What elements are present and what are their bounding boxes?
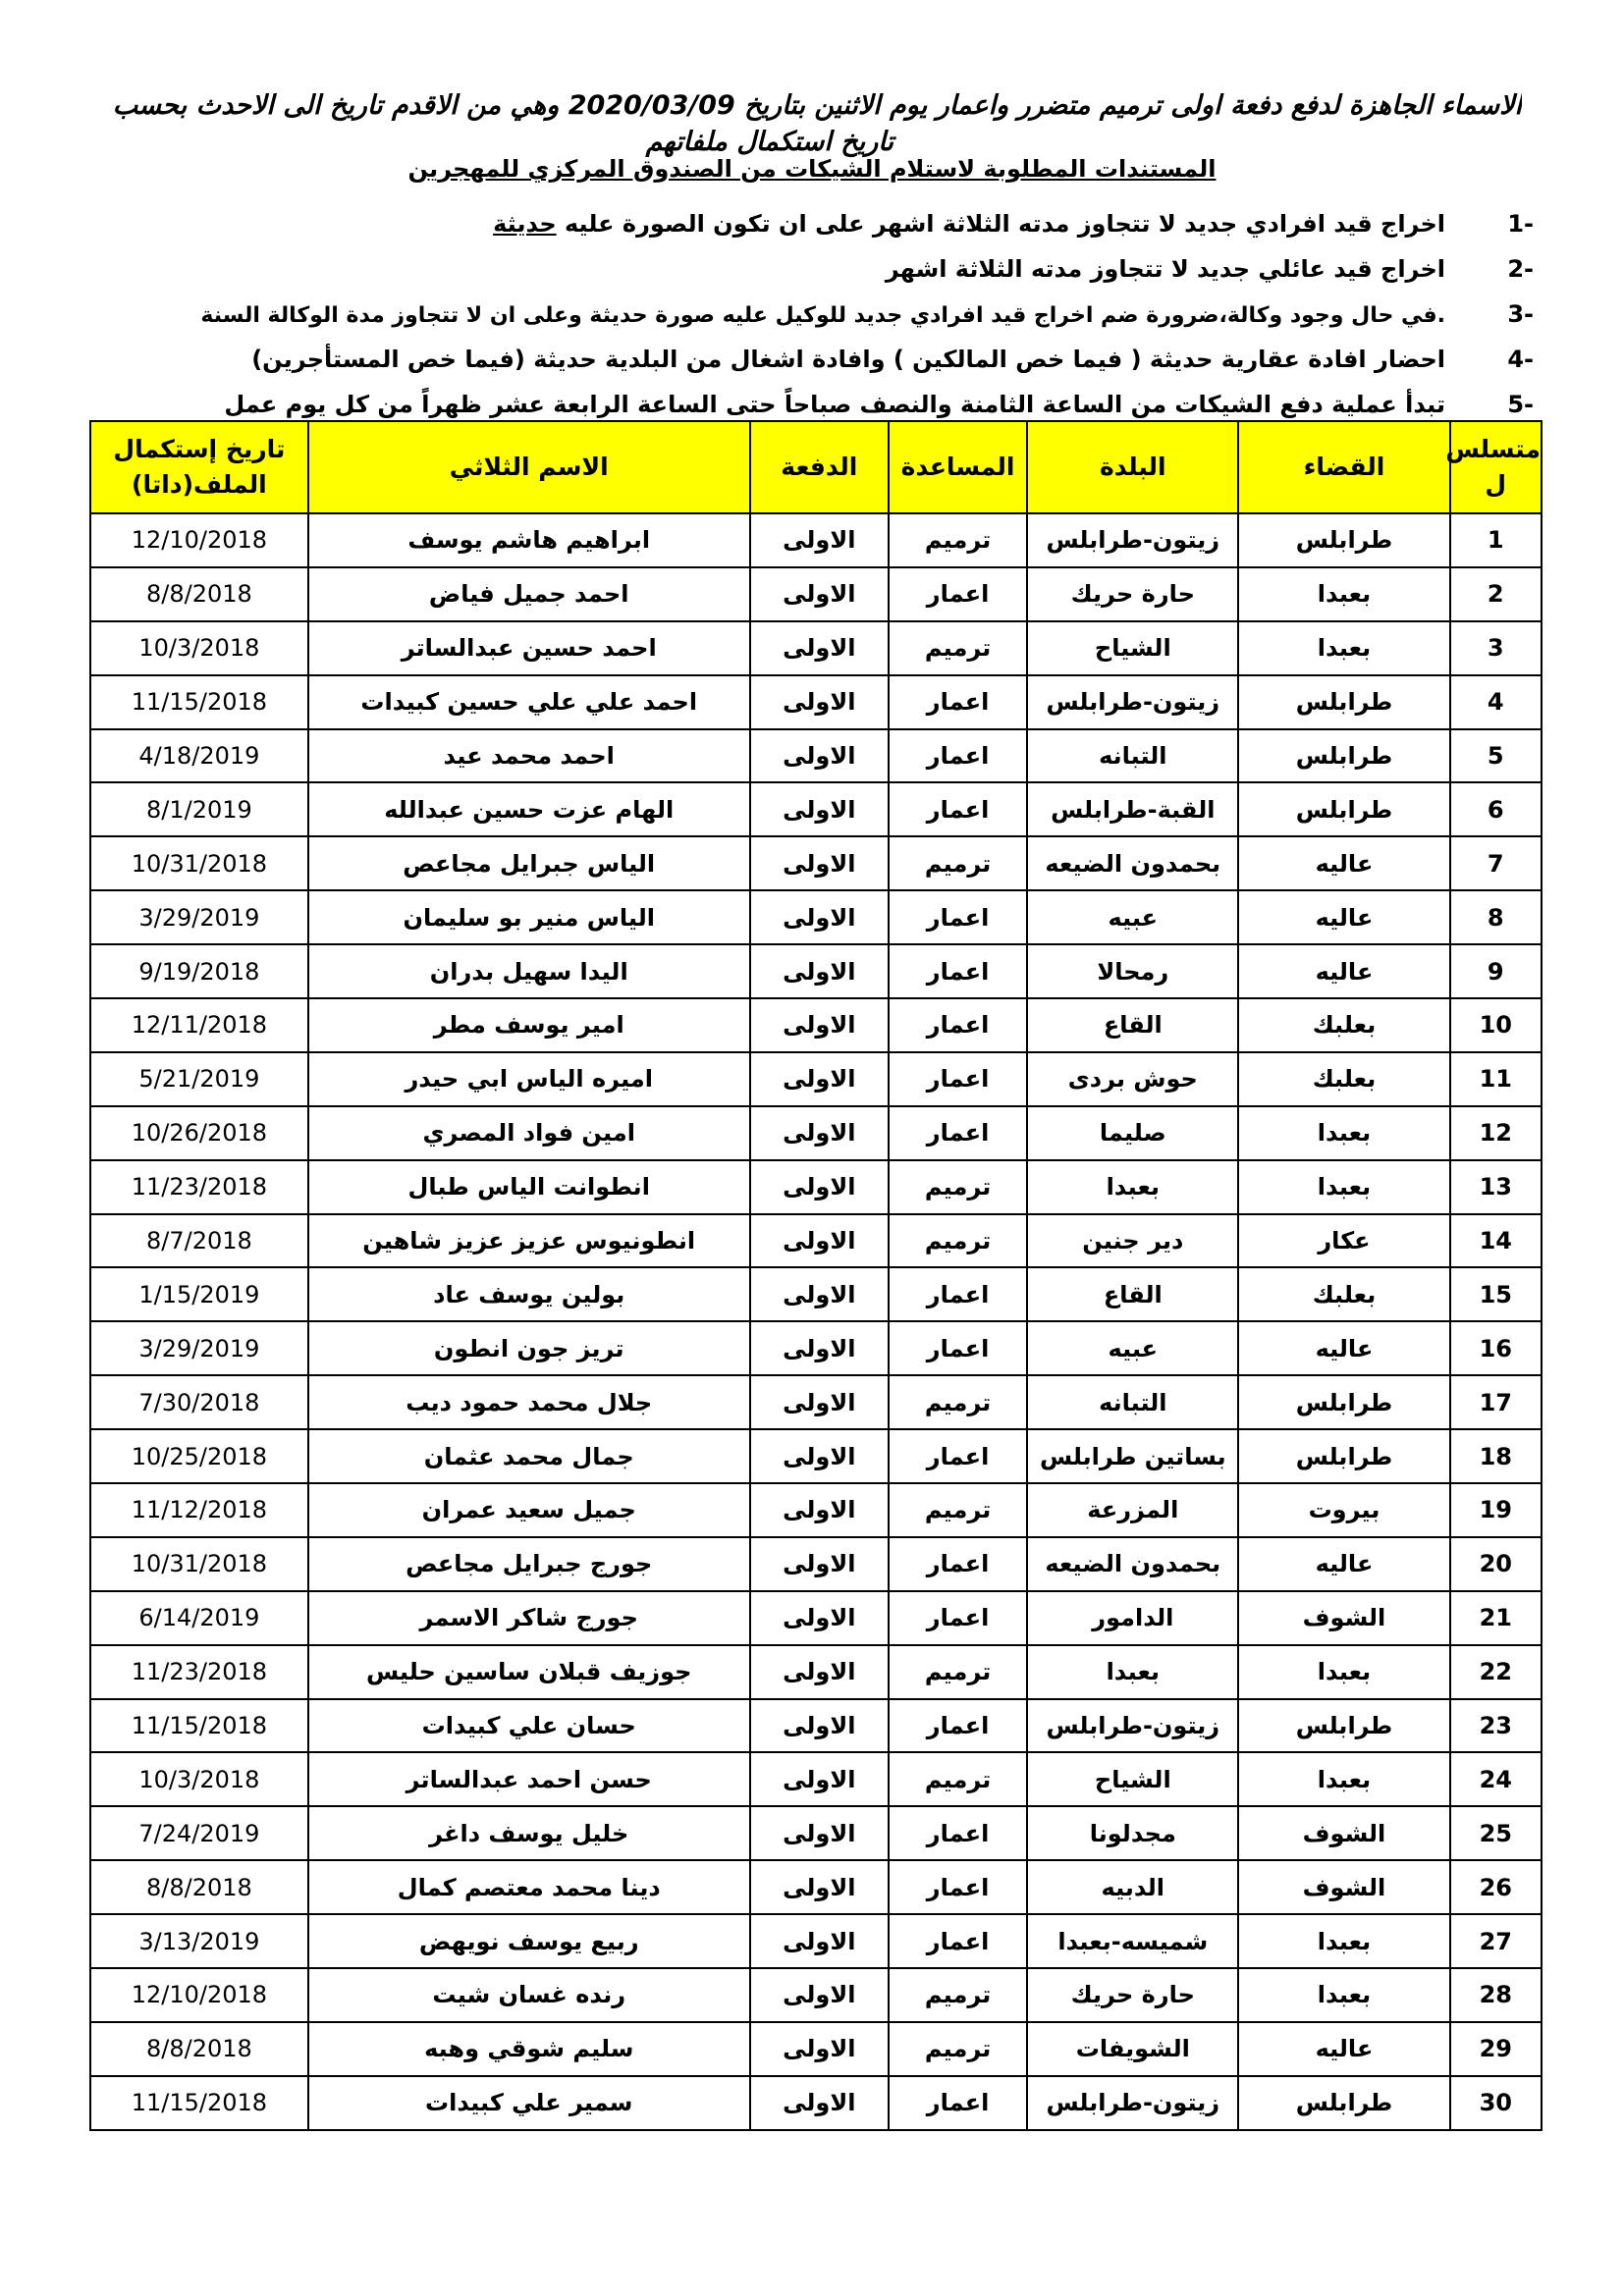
date-cell: 10/3/2018	[90, 1752, 308, 1806]
table-row	[90, 1375, 1542, 1429]
table-row	[90, 1160, 1542, 1214]
aid-cell: ترميم	[889, 1752, 1027, 1806]
town-cell: حوش بردى	[1027, 1052, 1238, 1106]
qada-cell: عاليه	[1238, 836, 1449, 890]
serial-cell: 27	[1450, 1914, 1542, 1968]
qada-cell: عكار	[1238, 1214, 1449, 1268]
town-cell: المزرعة	[1027, 1483, 1238, 1537]
header-line-1: الاسماء الجاهزة لدفع دفعة اولى ترميم متضرر واعمار يوم الاثنين بتاريخ 2020/03/09 وهي من الاقدم تاريخ الى الاحدث بحسب	[112, 90, 1522, 121]
serial-cell: 22	[1450, 1645, 1542, 1699]
qada-cell: بعبدا	[1238, 567, 1449, 621]
qada-cell: عاليه	[1238, 2022, 1449, 2076]
requirement-item	[159, 337, 1534, 382]
payment-cell: الاولى	[750, 1645, 889, 1699]
name-cell: جلال محمد حمود ديب	[308, 1375, 750, 1429]
date-cell: 12/10/2018	[90, 1968, 308, 2022]
aid-cell: ترميم	[889, 1375, 1027, 1429]
qada-cell: بعبدا	[1238, 1106, 1449, 1160]
name-cell: تريز جون انطون	[308, 1321, 750, 1375]
payment-cell: الاولى	[750, 1591, 889, 1645]
date-cell: 8/8/2018	[90, 1860, 308, 1914]
aid-cell: اعمار	[889, 675, 1027, 729]
town-cell: الدامور	[1027, 1591, 1238, 1645]
payment-cell: الاولى	[750, 890, 889, 944]
header-town: البلدة	[1027, 421, 1238, 513]
date-cell: 10/26/2018	[90, 1106, 308, 1160]
payment-cell: الاولى	[750, 675, 889, 729]
serial-cell: 8	[1450, 890, 1542, 944]
town-cell: زيتون-طرابلس	[1027, 1699, 1238, 1753]
table-row	[90, 1052, 1542, 1106]
records-table	[89, 420, 1543, 2131]
name-cell: اميره الياس ابي حيدر	[308, 1052, 750, 1106]
town-cell: مجدلونا	[1027, 1806, 1238, 1860]
serial-cell: 3	[1450, 621, 1542, 675]
serial-cell: 18	[1450, 1429, 1542, 1483]
serial-cell: 29	[1450, 2022, 1542, 2076]
town-cell: الشياح	[1027, 621, 1238, 675]
name-cell: حسان علي كبيدات	[308, 1699, 750, 1753]
table-row	[90, 513, 1542, 567]
town-cell: زيتون-طرابلس	[1027, 675, 1238, 729]
name-cell: سمير علي كبيدات	[308, 2076, 750, 2130]
table-row	[90, 944, 1542, 998]
name-cell: ابراهيم هاشم يوسف	[308, 513, 750, 567]
qada-cell: عاليه	[1238, 944, 1449, 998]
payment-cell: الاولى	[750, 1160, 889, 1214]
date-cell: 1/15/2019	[90, 1267, 308, 1321]
table-row	[90, 675, 1542, 729]
aid-cell: اعمار	[889, 1267, 1027, 1321]
payment-cell: الاولى	[750, 836, 889, 890]
table-header-row	[90, 421, 1542, 513]
qada-cell: طرابلس	[1238, 1699, 1449, 1753]
payment-cell: الاولى	[750, 782, 889, 836]
header-payment: الدفعة	[750, 421, 889, 513]
date-cell: 11/23/2018	[90, 1645, 308, 1699]
requirement-number: 5-	[1507, 391, 1534, 418]
date-cell: 11/15/2018	[90, 675, 308, 729]
requirement-text: تبدأ عملية دفع الشيكات من الساعة الثامنة والنصف صباحاً حتى الساعة الرابعة عشر ظهراً من كل يوم عمل	[224, 391, 1445, 418]
requirement-item	[159, 292, 1534, 337]
payment-cell: الاولى	[750, 1860, 889, 1914]
aid-cell: اعمار	[889, 2076, 1027, 2130]
serial-cell: 12	[1450, 1106, 1542, 1160]
aid-cell: اعمار	[889, 729, 1027, 783]
name-cell: جوزيف قبلان ساسين حليس	[308, 1645, 750, 1699]
requirement-item	[159, 246, 1534, 292]
serial-cell: 6	[1450, 782, 1542, 836]
header-aid: المساعدة	[889, 421, 1027, 513]
aid-cell: اعمار	[889, 998, 1027, 1052]
qada-cell: بعبدا	[1238, 1645, 1449, 1699]
aid-cell: اعمار	[889, 567, 1027, 621]
town-cell: التبانه	[1027, 1375, 1238, 1429]
serial-cell: 30	[1450, 2076, 1542, 2130]
date-cell: 11/15/2018	[90, 1699, 308, 1753]
payment-cell: الاولى	[750, 1214, 889, 1268]
date-cell: 9/19/2018	[90, 944, 308, 998]
requirement-number: 2-	[1507, 255, 1534, 283]
name-cell: جورج شاكر الاسمر	[308, 1591, 750, 1645]
header-qada: القضاء	[1238, 421, 1449, 513]
name-cell: احمد محمد عيد	[308, 729, 750, 783]
town-cell: عبيه	[1027, 890, 1238, 944]
table-row	[90, 1645, 1542, 1699]
requirement-text: اخراج قيد افرادي جديد لا تتجاوز مدته الثلاثة اشهر على ان تكون الصورة عليه حديثة	[493, 210, 1445, 238]
date-cell: 8/1/2019	[90, 782, 308, 836]
header-fragment	[98, 90, 1522, 159]
town-cell: زيتون-طرابلس	[1027, 513, 1238, 567]
name-cell: اليدا سهيل بدران	[308, 944, 750, 998]
table-row	[90, 1591, 1542, 1645]
date-cell: 7/24/2019	[90, 1806, 308, 1860]
qada-cell: بعلبك	[1238, 1052, 1449, 1106]
name-cell: الياس جبرايل مجاعص	[308, 836, 750, 890]
qada-cell: بعلبك	[1238, 1267, 1449, 1321]
serial-cell: 10	[1450, 998, 1542, 1052]
serial-cell: 7	[1450, 836, 1542, 890]
aid-cell: ترميم	[889, 1645, 1027, 1699]
aid-cell: اعمار	[889, 1321, 1027, 1375]
table-row	[90, 2076, 1542, 2130]
table-row	[90, 836, 1542, 890]
header-serial: متسلس ل	[1450, 421, 1542, 513]
table-row	[90, 1214, 1542, 1268]
name-cell: احمد حسين عبدالساتر	[308, 621, 750, 675]
qada-cell: طرابلس	[1238, 782, 1449, 836]
header-date: تاريخ إستكمال الملف(داتا)	[90, 421, 308, 513]
serial-cell: 26	[1450, 1860, 1542, 1914]
aid-cell: اعمار	[889, 1591, 1027, 1645]
date-cell: 4/18/2019	[90, 729, 308, 783]
serial-cell: 14	[1450, 1214, 1542, 1268]
serial-cell: 5	[1450, 729, 1542, 783]
qada-cell: الشوف	[1238, 1860, 1449, 1914]
town-cell: صليما	[1027, 1106, 1238, 1160]
town-cell: بعبدا	[1027, 1160, 1238, 1214]
table-row	[90, 782, 1542, 836]
name-cell: امين فواد المصري	[308, 1106, 750, 1160]
aid-cell: اعمار	[889, 1106, 1027, 1160]
serial-cell: 9	[1450, 944, 1542, 998]
name-cell: سليم شوقي وهبه	[308, 2022, 750, 2076]
name-cell: امير يوسف مطر	[308, 998, 750, 1052]
date-cell: 3/13/2019	[90, 1914, 308, 1968]
aid-cell: ترميم	[889, 1968, 1027, 2022]
date-cell: 6/14/2019	[90, 1591, 308, 1645]
town-cell: القاع	[1027, 998, 1238, 1052]
name-cell: انطونيوس عزيز عزيز شاهين	[308, 1214, 750, 1268]
name-cell: ربيع يوسف نويهض	[308, 1914, 750, 1968]
date-cell: 10/3/2018	[90, 621, 308, 675]
name-cell: انطوانت الياس طبال	[308, 1160, 750, 1214]
date-cell: 10/31/2018	[90, 836, 308, 890]
town-cell: الشويفات	[1027, 2022, 1238, 2076]
serial-cell: 25	[1450, 1806, 1542, 1860]
aid-cell: اعمار	[889, 1052, 1027, 1106]
date-cell: 3/29/2019	[90, 1321, 308, 1375]
date-cell: 12/10/2018	[90, 513, 308, 567]
qada-cell: بعبدا	[1238, 1914, 1449, 1968]
serial-cell: 19	[1450, 1483, 1542, 1537]
table-row	[90, 567, 1542, 621]
aid-cell: اعمار	[889, 890, 1027, 944]
serial-cell: 24	[1450, 1752, 1542, 1806]
name-cell: جمال محمد عثمان	[308, 1429, 750, 1483]
name-cell: جورج جبرايل مجاعص	[308, 1537, 750, 1591]
town-cell: الشياح	[1027, 1752, 1238, 1806]
aid-cell: ترميم	[889, 1483, 1027, 1537]
qada-cell: عاليه	[1238, 1321, 1449, 1375]
qada-cell: بعبدا	[1238, 1160, 1449, 1214]
aid-cell: اعمار	[889, 1429, 1027, 1483]
name-cell: بولين يوسف عاد	[308, 1267, 750, 1321]
town-cell: بحمدون الضيعه	[1027, 1537, 1238, 1591]
qada-cell: طرابلس	[1238, 675, 1449, 729]
aid-cell: اعمار	[889, 1860, 1027, 1914]
header-line-2: تاريخ استكمال ملفاتهم	[645, 127, 893, 157]
qada-cell: طرابلس	[1238, 2076, 1449, 2130]
town-cell: حارة حريك	[1027, 567, 1238, 621]
requirement-item	[159, 201, 1534, 246]
payment-cell: الاولى	[750, 2022, 889, 2076]
table-row	[90, 1429, 1542, 1483]
payment-cell: الاولى	[750, 729, 889, 783]
requirement-text: احضار افادة عقارية حديثة ( فيما خص المالكين ) وافادة اشغال من البلدية حديثة (فيما خص المستأجرين)	[251, 346, 1445, 373]
payment-cell: الاولى	[750, 998, 889, 1052]
table-row	[90, 890, 1542, 944]
qada-cell: الشوف	[1238, 1806, 1449, 1860]
name-cell: رنده غسان شيت	[308, 1968, 750, 2022]
payment-cell: الاولى	[750, 1429, 889, 1483]
serial-cell: 13	[1450, 1160, 1542, 1214]
aid-cell: ترميم	[889, 2022, 1027, 2076]
date-cell: 11/15/2018	[90, 2076, 308, 2130]
name-cell: الهام عزت حسين عبدالله	[308, 782, 750, 836]
town-cell: الدبيه	[1027, 1860, 1238, 1914]
payment-cell: الاولى	[750, 1806, 889, 1860]
serial-cell: 20	[1450, 1537, 1542, 1591]
payment-cell: الاولى	[750, 1106, 889, 1160]
date-cell: 8/7/2018	[90, 1214, 308, 1268]
date-cell: 8/8/2018	[90, 2022, 308, 2076]
qada-cell: طرابلس	[1238, 1429, 1449, 1483]
serial-cell: 15	[1450, 1267, 1542, 1321]
table-row	[90, 998, 1542, 1052]
table-row	[90, 1860, 1542, 1914]
payment-cell: الاولى	[750, 1752, 889, 1806]
payment-cell: الاولى	[750, 944, 889, 998]
qada-cell: بعبدا	[1238, 1968, 1449, 2022]
table-row	[90, 1699, 1542, 1753]
town-cell: حارة حريك	[1027, 1968, 1238, 2022]
date-cell: 12/11/2018	[90, 998, 308, 1052]
qada-cell: بيروت	[1238, 1483, 1449, 1537]
payment-cell: الاولى	[750, 567, 889, 621]
date-cell: 8/8/2018	[90, 567, 308, 621]
payment-cell: الاولى	[750, 1968, 889, 2022]
table-row	[90, 621, 1542, 675]
town-cell: زيتون-طرابلس	[1027, 2076, 1238, 2130]
name-cell: الياس منير بو سليمان	[308, 890, 750, 944]
town-cell: عبيه	[1027, 1321, 1238, 1375]
table-row	[90, 1483, 1542, 1537]
town-cell: رمحالا	[1027, 944, 1238, 998]
table-row	[90, 1321, 1542, 1375]
requirements-title: المستندات المطلوبة لاستلام الشيكات من الصندوق المركزي للمهجرين	[407, 155, 1217, 183]
qada-cell: بعلبك	[1238, 998, 1449, 1052]
town-cell: بعبدا	[1027, 1645, 1238, 1699]
aid-cell: ترميم	[889, 1214, 1027, 1268]
name-cell: حسن احمد عبدالساتر	[308, 1752, 750, 1806]
aid-cell: اعمار	[889, 1914, 1027, 1968]
serial-cell: 21	[1450, 1591, 1542, 1645]
name-cell: جميل سعيد عمران	[308, 1483, 750, 1537]
date-cell: 10/25/2018	[90, 1429, 308, 1483]
payment-cell: الاولى	[750, 1699, 889, 1753]
requirement-text: .في حال وجود وكالة،ضرورة ضم اخراج قيد افرادي جديد للوكيل عليه صورة حديثة وعلى ان لا تتجاوز مدة الوكالة السنة	[200, 303, 1445, 328]
date-cell: 7/30/2018	[90, 1375, 308, 1429]
town-cell: بساتين طرابلس	[1027, 1429, 1238, 1483]
town-cell: القاع	[1027, 1267, 1238, 1321]
serial-cell: 28	[1450, 1968, 1542, 2022]
date-cell: 11/23/2018	[90, 1160, 308, 1214]
aid-cell: ترميم	[889, 513, 1027, 567]
serial-cell: 4	[1450, 675, 1542, 729]
qada-cell: طرابلس	[1238, 513, 1449, 567]
table-row	[90, 729, 1542, 783]
aid-cell: اعمار	[889, 944, 1027, 998]
requirement-number: 1-	[1507, 210, 1534, 238]
qada-cell: عاليه	[1238, 1537, 1449, 1591]
town-cell: القبة-طرابلس	[1027, 782, 1238, 836]
aid-cell: ترميم	[889, 621, 1027, 675]
serial-cell: 11	[1450, 1052, 1542, 1106]
aid-cell: اعمار	[889, 1699, 1027, 1753]
date-cell: 11/12/2018	[90, 1483, 308, 1537]
qada-cell: طرابلس	[1238, 729, 1449, 783]
town-cell: دير جنين	[1027, 1214, 1238, 1268]
table-row	[90, 1106, 1542, 1160]
aid-cell: ترميم	[889, 836, 1027, 890]
table-row	[90, 1914, 1542, 1968]
town-cell: بحمدون الضيعه	[1027, 836, 1238, 890]
header-name: الاسم الثلاثي	[308, 421, 750, 513]
payment-cell: الاولى	[750, 1537, 889, 1591]
qada-cell: طرابلس	[1238, 1375, 1449, 1429]
date-cell: 10/31/2018	[90, 1537, 308, 1591]
serial-cell: 16	[1450, 1321, 1542, 1375]
table-row	[90, 1752, 1542, 1806]
date-cell: 5/21/2019	[90, 1052, 308, 1106]
payment-cell: الاولى	[750, 1914, 889, 1968]
table-body	[90, 513, 1542, 2130]
payment-cell: الاولى	[750, 513, 889, 567]
serial-cell: 2	[1450, 567, 1542, 621]
aid-cell: ترميم	[889, 1160, 1027, 1214]
requirements-list	[159, 201, 1534, 427]
serial-cell: 23	[1450, 1699, 1542, 1753]
qada-cell: الشوف	[1238, 1591, 1449, 1645]
aid-cell: اعمار	[889, 1537, 1027, 1591]
name-cell: خليل يوسف داغر	[308, 1806, 750, 1860]
town-cell: التبانه	[1027, 729, 1238, 783]
payment-cell: الاولى	[750, 1375, 889, 1429]
payment-cell: الاولى	[750, 1267, 889, 1321]
aid-cell: اعمار	[889, 782, 1027, 836]
name-cell: احمد جميل فياض	[308, 567, 750, 621]
serial-cell: 1	[1450, 513, 1542, 567]
table-row	[90, 1267, 1542, 1321]
date-cell: 3/29/2019	[90, 890, 308, 944]
requirement-emphasis: حديثة	[493, 210, 557, 238]
name-cell: احمد علي علي حسين كبيدات	[308, 675, 750, 729]
table-row	[90, 2022, 1542, 2076]
requirement-number: 4-	[1507, 346, 1534, 373]
payment-cell: الاولى	[750, 621, 889, 675]
table-row	[90, 1968, 1542, 2022]
requirement-number: 3-	[1507, 300, 1534, 328]
table-row	[90, 1537, 1542, 1591]
payment-cell: الاولى	[750, 2076, 889, 2130]
payment-cell: الاولى	[750, 1321, 889, 1375]
table-row	[90, 1806, 1542, 1860]
payment-cell: الاولى	[750, 1483, 889, 1537]
town-cell: شميسه-بعبدا	[1027, 1914, 1238, 1968]
name-cell: دينا محمد معتصم كمال	[308, 1860, 750, 1914]
payment-cell: الاولى	[750, 1052, 889, 1106]
qada-cell: بعبدا	[1238, 1752, 1449, 1806]
qada-cell: عاليه	[1238, 890, 1449, 944]
requirement-text: اخراج قيد عائلي جديد لا تتجاوز مدته الثلاثة اشهر	[885, 255, 1445, 283]
serial-cell: 17	[1450, 1375, 1542, 1429]
qada-cell: بعبدا	[1238, 621, 1449, 675]
aid-cell: اعمار	[889, 1806, 1027, 1860]
